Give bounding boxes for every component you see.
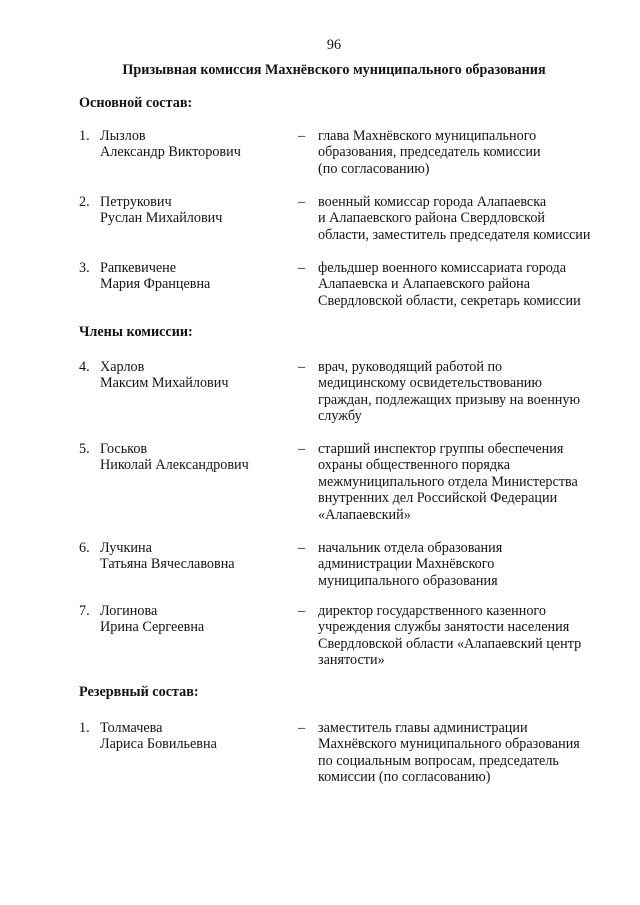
role-line: межмуниципального отдела Министерства (318, 473, 578, 490)
member-role (318, 540, 618, 589)
member-entry (79, 720, 619, 800)
member-role (318, 720, 618, 786)
role-line: глава Махнёвского муниципального (318, 128, 537, 144)
surname: Лучкина (100, 540, 152, 556)
role-line: (по согласованию) (318, 160, 430, 177)
role-line: учреждения службы занятости населения (318, 619, 570, 636)
role-line: администрации Махнёвского (318, 556, 495, 573)
surname: Рапкевичене (100, 260, 177, 276)
dash: – (298, 194, 306, 210)
member-number: 5. (79, 441, 90, 457)
member-role (318, 603, 618, 669)
role-line: комиссии (по согласованию) (318, 769, 491, 786)
dash: – (298, 720, 306, 736)
surname: Харлов (100, 359, 145, 375)
surname: Госьков (100, 441, 148, 457)
member-name (100, 260, 210, 293)
member-name (100, 128, 241, 161)
role-line: врач, руководящий работой по (318, 359, 503, 375)
dash: – (298, 128, 306, 144)
member-name (100, 441, 249, 474)
member-role (318, 194, 618, 243)
section-heading-reserve: Резервный состав: (79, 684, 199, 700)
section-heading-main: Основной состав: (79, 95, 193, 111)
role-line: военный комиссар города Алапаевска (318, 194, 547, 210)
role-line: охраны общественного порядка (318, 457, 511, 474)
member-number: 2. (79, 194, 90, 210)
role-line: заместитель главы администрации (318, 720, 528, 736)
member-entry (79, 603, 619, 683)
given-names: Руслан Михайлович (100, 210, 223, 227)
role-line: области, заместитель председателя комиссии (318, 226, 591, 243)
section-heading-members: Члены комиссии: (79, 324, 193, 340)
surname: Петрукович (100, 194, 172, 210)
member-name (100, 603, 204, 636)
surname: Логинова (100, 603, 158, 619)
role-line: Алапаевска и Алапаевского района (318, 276, 531, 293)
dash: – (298, 540, 306, 556)
given-names: Лариса Бовильевна (100, 736, 217, 753)
member-entry (79, 441, 619, 521)
given-names: Николай Александрович (100, 457, 249, 474)
member-role (318, 441, 618, 523)
role-line: Махнёвского муниципального образования (318, 736, 580, 753)
role-line: фельдшер военного комиссариата города (318, 260, 566, 276)
member-role (318, 128, 618, 177)
surname: Лызлов (100, 128, 146, 144)
role-line: и Алапаевского района Свердловской (318, 210, 546, 227)
role-line: граждан, подлежащих призыву на военную (318, 391, 581, 408)
role-line: внутренних дел Российской Федерации (318, 490, 558, 507)
page-number: 96 (326, 37, 342, 53)
given-names: Татьяна Вячеславовна (100, 556, 235, 573)
role-line: Свердловской области «Алапаевский центр (318, 635, 582, 652)
role-line: занятости» (318, 652, 385, 669)
member-name (100, 194, 222, 227)
role-line: службу (318, 408, 362, 425)
member-number: 4. (79, 359, 90, 375)
dash: – (298, 603, 306, 619)
document-title: Призывная комиссия Махнёвского муниципального образования (122, 62, 546, 78)
role-line: «Алапаевский» (318, 506, 411, 523)
member-entry (79, 359, 619, 439)
member-number: 3. (79, 260, 90, 276)
given-names: Максим Михайлович (100, 375, 229, 392)
role-line: начальник отдела образования (318, 540, 503, 556)
member-number: 1. (79, 128, 90, 144)
surname: Толмачева (100, 720, 163, 736)
role-line: Свердловской области, секретарь комиссии (318, 292, 581, 309)
role-line: медицинскому освидетельствованию (318, 375, 542, 392)
member-role (318, 359, 618, 425)
dash: – (298, 359, 306, 375)
member-name (100, 359, 228, 392)
given-names: Мария Францевна (100, 276, 211, 293)
member-name (100, 720, 217, 753)
member-number: 6. (79, 540, 90, 556)
given-names: Александр Викторович (100, 144, 241, 161)
dash: – (298, 441, 306, 457)
given-names: Ирина Сергеевна (100, 619, 205, 636)
role-line: муниципального образования (318, 572, 498, 589)
role-line: по социальным вопросам, председатель (318, 752, 559, 769)
role-line: директор государственного казенного (318, 603, 546, 619)
dash: – (298, 260, 306, 276)
member-role (318, 260, 618, 309)
member-name (100, 540, 235, 573)
role-line: старший инспектор группы обеспечения (318, 441, 564, 457)
role-line: образования, председатель комиссии (318, 144, 541, 161)
member-number: 7. (79, 603, 90, 619)
member-number: 1. (79, 720, 90, 736)
